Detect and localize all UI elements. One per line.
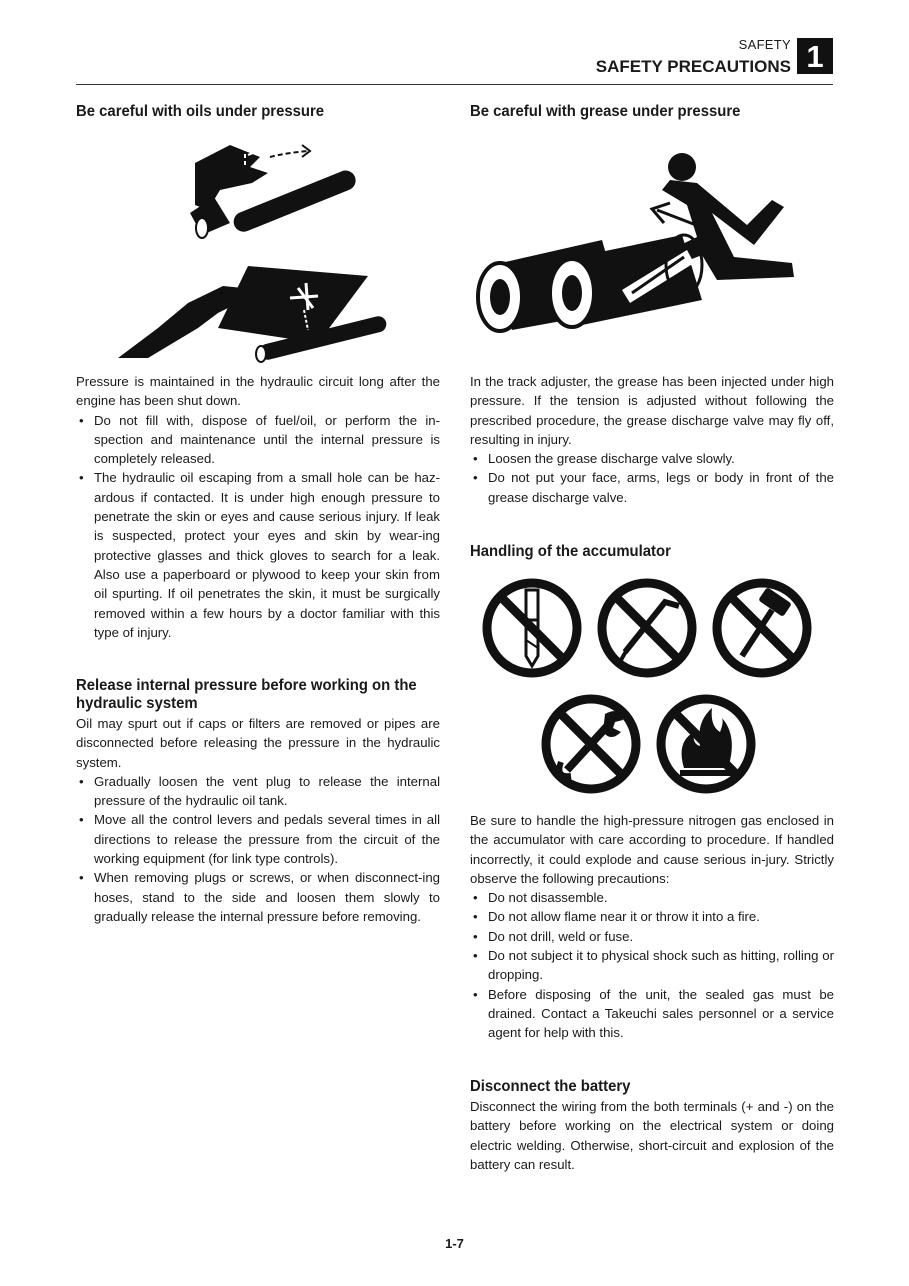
battery-title: Disconnect the battery [470, 1078, 631, 1095]
accumulator-body [470, 811, 834, 1043]
list-item: • Do not fill with, dispose of fuel/oil, or perform the in-spection and maintenance until the internal pressure is completely released. [76, 411, 440, 469]
accumulator-section [470, 543, 834, 561]
list-item: • The hydraulic oil escaping from a small hole can be haz-ardous if contacted. It is under high enough pressure to penetrate the skin or eyes and cause serious injury. If leak is suspected, protect your eyes and skin by wear-ing protective glasses and thick gloves to search for a leak. Also use a paperboard or plywood to keep your skin from oil spurting. If oil penetrates the skin, it must be surgically removed within a few hours by a doctor familiar with this type of injury. [76, 468, 440, 642]
page-number: 1-7 [445, 1236, 464, 1251]
oil-leak-hand-illustration [190, 135, 365, 240]
list-item: • Move all the control levers and pedals several times in all directions to release the pressure from the circuit of the working equipment (for link type controls). [76, 810, 440, 868]
list-item: • Do not allow flame near it or throw it into a fire. [470, 907, 834, 926]
header-title: SAFETY PRECAUTIONS [595, 57, 791, 76]
release-intro: Oil may spurt out if caps or filters are removed or pipes are disconnected before releasing the pressure in the hydraulic system. [76, 716, 440, 770]
oils-intro: Pressure is maintained in the hydraulic circuit long after the engine has been shut down. [76, 374, 440, 409]
grease-bullet-list [470, 449, 834, 507]
release-title: Release internal pressure before working on the hydraulic system [76, 677, 417, 712]
oil-leak-board-illustration [118, 258, 393, 363]
list-item: • Loosen the grease discharge valve slowly. [470, 449, 834, 468]
no-fire-icon [654, 692, 758, 796]
list-item: • Do not subject it to physical shock such as hitting, rolling or dropping. [470, 946, 834, 985]
oils-body [76, 372, 440, 642]
no-hammering-icon [710, 576, 814, 680]
grease-section [470, 103, 834, 121]
list-item: • Gradually loosen the vent plug to release the internal pressure of the hydraulic oil tank. [76, 772, 440, 811]
grease-explosion-illustration [472, 145, 822, 345]
no-drilling-icon [480, 576, 584, 680]
oils-section [76, 103, 440, 121]
no-welding-icon [595, 576, 699, 680]
accumulator-title: Handling of the accumulator [470, 543, 671, 560]
grease-body [470, 372, 834, 507]
release-section [76, 677, 440, 926]
grease-title: Be careful with grease under pressure [470, 103, 741, 120]
grease-intro: In the track adjuster, the grease has been injected under high pressure. If the tension is adjusted without following the prescribed procedure, the grease discharge valve may fly off, resulting in injury. [470, 374, 834, 447]
chapter-number-badge: 1 [797, 38, 833, 74]
no-wrench-icon [539, 692, 643, 796]
list-item: • When removing plugs or screws, or when disconnect-ing hoses, stand to the side and loosen them slowly to gradually release the internal pressure before removing. [76, 868, 440, 926]
release-bullet-list [76, 772, 440, 926]
list-item: • Do not disassemble. [470, 888, 834, 907]
accumulator-bullet-list [470, 888, 834, 1042]
battery-text: Disconnect the wiring from the both terminals (+ and -) on the battery before working on the electrical system or doing electric welding. Otherwise, short-circuit and explosion of the battery can result. [470, 1099, 834, 1172]
header-divider [76, 84, 833, 85]
accumulator-intro: Be sure to handle the high-pressure nitrogen gas enclosed in the accumulator with care according to procedure. If handled incorrectly, it could explode and cause serious in-jury. Strictly observe the following precautions: [470, 813, 834, 886]
oils-bullet-list [76, 411, 440, 643]
battery-section [470, 1078, 834, 1174]
oils-title: Be careful with oils under pressure [76, 103, 325, 120]
header-section-label: SAFETY [738, 37, 791, 52]
list-item: • Do not put your face, arms, legs or body in front of the grease discharge valve. [470, 468, 834, 507]
list-item: • Do not drill, weld or fuse. [470, 927, 834, 946]
list-item: • Before disposing of the unit, the sealed gas must be drained. Contact a Takeuchi sales personnel or a service agent for help with this. [470, 985, 834, 1043]
